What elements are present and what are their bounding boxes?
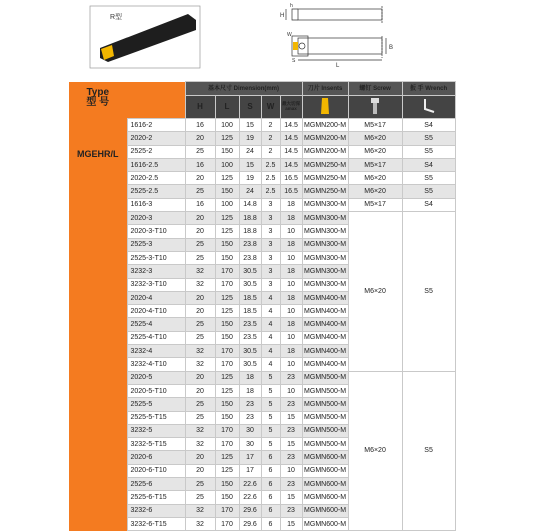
cell-h: 32 — [185, 517, 215, 530]
cell-h: 20 — [185, 132, 215, 145]
cell-w: 5 — [261, 411, 280, 424]
cell-w: 5 — [261, 424, 280, 437]
cell-w: 6 — [261, 451, 280, 464]
cell-insert: MGMN500-M — [302, 438, 348, 451]
cell-model: 3232-6 — [127, 504, 185, 517]
col-s-header: S — [239, 96, 261, 119]
cell-amax: 23 — [280, 478, 302, 491]
cell-w: 3 — [261, 278, 280, 291]
insert-header-cn: 刀片 — [307, 85, 320, 92]
cell-w: 4 — [261, 331, 280, 344]
cell-s: 24 — [239, 185, 261, 198]
cell-amax: 18 — [280, 212, 302, 225]
cell-w: 4 — [261, 345, 280, 358]
cell-model: 2020-3 — [127, 212, 185, 225]
cell-model: 1616-2 — [127, 119, 185, 132]
cell-amax: 23 — [280, 398, 302, 411]
cell-insert: MGMN200-M — [302, 119, 348, 132]
table-row — [69, 198, 504, 211]
cell-s: 15 — [239, 119, 261, 132]
wrench-header-en: Wrench — [425, 85, 448, 92]
cell-s: 18.5 — [239, 291, 261, 304]
cell-w: 3 — [261, 198, 280, 211]
cell-w: 2 — [261, 145, 280, 158]
r-type-label: R型 — [110, 14, 123, 21]
cell-wrench: S4 — [402, 119, 455, 132]
cell-w: 3 — [261, 212, 280, 225]
cell-model: 3232-3-T10 — [127, 278, 185, 291]
cell-model: 2525-5-T15 — [127, 411, 185, 424]
cell-l: 170 — [215, 278, 239, 291]
cell-amax: 10 — [280, 305, 302, 318]
table-row — [69, 185, 504, 198]
cell-insert: MGMN300-M — [302, 212, 348, 225]
cell-h: 25 — [185, 478, 215, 491]
cell-amax: 10 — [280, 251, 302, 264]
cell-amax: 23 — [280, 424, 302, 437]
insert-header-en: Insents — [321, 85, 343, 92]
cell-w: 6 — [261, 517, 280, 530]
cell-h: 32 — [185, 265, 215, 278]
cell-model: 2020-5 — [127, 371, 185, 384]
merged-wrench-cell-b: S5 — [402, 371, 455, 531]
cell-amax: 18 — [280, 198, 302, 211]
col-h-header: H — [185, 96, 215, 119]
cell-l: 170 — [215, 265, 239, 278]
cell-l: 150 — [215, 411, 239, 424]
cell-insert: MGMN250-M — [302, 185, 348, 198]
col-w-header: W — [261, 96, 280, 119]
cell-w: 6 — [261, 464, 280, 477]
cell-l: 150 — [215, 251, 239, 264]
cell-w: 3 — [261, 251, 280, 264]
cell-model: 2525-6 — [127, 478, 185, 491]
cell-insert: MGMN200-M — [302, 132, 348, 145]
merged-wrench-cell-a: S5 — [402, 212, 455, 372]
insert-drawing — [293, 42, 298, 50]
cell-screw: M6×20 — [348, 145, 402, 158]
cell-amax: 15 — [280, 517, 302, 530]
cell-insert: MGMN600-M — [302, 517, 348, 530]
cell-amax: 10 — [280, 464, 302, 477]
cell-l: 170 — [215, 517, 239, 530]
cell-model: 3232-5-T15 — [127, 438, 185, 451]
table-row — [69, 132, 504, 145]
cell-l: 125 — [215, 305, 239, 318]
cell-model: 2020-2.5 — [127, 172, 185, 185]
cell-h: 25 — [185, 145, 215, 158]
cell-h: 20 — [185, 305, 215, 318]
b-label: B — [389, 45, 394, 51]
cell-l: 100 — [215, 119, 239, 132]
cell-s: 23 — [239, 398, 261, 411]
spec-table-body — [69, 82, 504, 531]
cell-model: 3232-6-T15 — [127, 517, 185, 530]
cell-insert: MGMN300-M — [302, 251, 348, 264]
cell-model: 2525-2.5 — [127, 185, 185, 198]
cell-model: 2020-6-T10 — [127, 464, 185, 477]
cell-h: 25 — [185, 398, 215, 411]
merged-screw-cell-a: M6×20 — [348, 212, 402, 372]
cell-l: 125 — [215, 172, 239, 185]
cell-h: 25 — [185, 331, 215, 344]
insert-icon — [320, 97, 330, 115]
table-row — [69, 212, 504, 225]
cell-insert: MGMN300-M — [302, 278, 348, 291]
table-row — [69, 145, 504, 158]
cell-insert: MGMN400-M — [302, 305, 348, 318]
cell-l: 150 — [215, 318, 239, 331]
cell-model: 2525-3-T10 — [127, 251, 185, 264]
cell-s: 23.5 — [239, 318, 261, 331]
cell-l: 150 — [215, 478, 239, 491]
table-row — [69, 158, 504, 171]
cell-s: 30.5 — [239, 278, 261, 291]
cell-h: 32 — [185, 424, 215, 437]
cell-s: 23.5 — [239, 331, 261, 344]
cell-l: 170 — [215, 424, 239, 437]
cell-h: 25 — [185, 411, 215, 424]
cell-model: 2525-4-T10 — [127, 331, 185, 344]
cell-h: 20 — [185, 464, 215, 477]
cell-s: 18.8 — [239, 225, 261, 238]
cell-l: 150 — [215, 185, 239, 198]
cell-w: 6 — [261, 504, 280, 517]
cell-insert: MGMN500-M — [302, 398, 348, 411]
cell-s: 19 — [239, 172, 261, 185]
cell-w: 5 — [261, 384, 280, 397]
type-label: Type — [86, 86, 110, 98]
col-l-header: L — [215, 96, 239, 119]
cell-model: 2020-2 — [127, 132, 185, 145]
cell-s: 23 — [239, 411, 261, 424]
cell-model: 1616-2.5 — [127, 158, 185, 171]
col-amax-header: 最大切深 amax — [280, 96, 302, 119]
cell-insert: MGMN500-M — [302, 411, 348, 424]
cell-amax: 15 — [280, 438, 302, 451]
cell-h: 16 — [185, 198, 215, 211]
cell-w: 5 — [261, 371, 280, 384]
table-row — [69, 371, 504, 384]
cell-s: 22.6 — [239, 491, 261, 504]
cell-amax: 14.5 — [280, 119, 302, 132]
cell-amax: 10 — [280, 225, 302, 238]
cell-s: 30 — [239, 438, 261, 451]
cell-w: 2.5 — [261, 158, 280, 171]
cell-model: 2525-2 — [127, 145, 185, 158]
cell-h: 20 — [185, 371, 215, 384]
cell-l: 125 — [215, 212, 239, 225]
cell-insert: MGMN300-M — [302, 265, 348, 278]
cell-model: 2525-3 — [127, 238, 185, 251]
series-sidebar — [69, 82, 127, 531]
cell-insert: MGMN250-M — [302, 172, 348, 185]
wrench-header-cn: 扳 手 — [409, 85, 424, 92]
cell-l: 150 — [215, 398, 239, 411]
cell-s: 15 — [239, 158, 261, 171]
type-header-cell — [127, 82, 185, 119]
cell-screw: M5×17 — [348, 198, 402, 211]
cell-model: 2020-5-T10 — [127, 384, 185, 397]
cell-l: 150 — [215, 238, 239, 251]
cell-h: 25 — [185, 251, 215, 264]
cell-w: 4 — [261, 358, 280, 371]
cell-h: 25 — [185, 318, 215, 331]
series-code: MGEHR/L — [77, 148, 119, 159]
top-view-drawing — [292, 36, 386, 60]
cell-l: 100 — [215, 158, 239, 171]
cell-wrench: S5 — [402, 172, 455, 185]
cell-s: 22.6 — [239, 478, 261, 491]
cell-s: 18.5 — [239, 305, 261, 318]
h-label: H — [280, 13, 285, 19]
cell-s: 30.5 — [239, 358, 261, 371]
cell-w: 5 — [261, 398, 280, 411]
cell-amax: 10 — [280, 384, 302, 397]
cell-amax: 16.5 — [280, 185, 302, 198]
cell-amax: 16.5 — [280, 172, 302, 185]
cell-l: 150 — [215, 145, 239, 158]
cell-w: 4 — [261, 318, 280, 331]
cell-w: 2 — [261, 119, 280, 132]
cell-screw: M6×20 — [348, 185, 402, 198]
cell-screw: M6×20 — [348, 172, 402, 185]
cell-amax: 23 — [280, 451, 302, 464]
cell-model: 3232-3 — [127, 265, 185, 278]
cell-l: 125 — [215, 384, 239, 397]
cell-s: 24 — [239, 145, 261, 158]
cell-w: 6 — [261, 478, 280, 491]
cell-model: 3232-4 — [127, 345, 185, 358]
cell-insert: MGMN300-M — [302, 225, 348, 238]
cell-s: 14.8 — [239, 198, 261, 211]
cell-model: 2020-4-T10 — [127, 305, 185, 318]
s-label: S — [292, 58, 296, 64]
cell-l: 170 — [215, 358, 239, 371]
cell-wrench: S5 — [402, 185, 455, 198]
cell-screw: M6×20 — [348, 132, 402, 145]
wrench-icon — [422, 97, 436, 115]
cell-insert: MGMN600-M — [302, 464, 348, 477]
cell-h: 20 — [185, 172, 215, 185]
screw-icon-cell — [348, 96, 402, 119]
cell-model: 1616-3 — [127, 198, 185, 211]
cell-amax: 15 — [280, 411, 302, 424]
cell-s: 18 — [239, 371, 261, 384]
cell-insert: MGMN400-M — [302, 331, 348, 344]
w-label: W — [287, 32, 292, 38]
cell-l: 170 — [215, 345, 239, 358]
cell-h: 32 — [185, 278, 215, 291]
cell-h: 25 — [185, 491, 215, 504]
cell-amax: 18 — [280, 265, 302, 278]
cell-s: 30 — [239, 424, 261, 437]
cell-l: 170 — [215, 438, 239, 451]
cell-h: 20 — [185, 384, 215, 397]
cell-s: 30.5 — [239, 345, 261, 358]
cell-model: 2525-5 — [127, 398, 185, 411]
table-row — [69, 119, 504, 132]
cell-insert: MGMN600-M — [302, 491, 348, 504]
cell-screw: M5×17 — [348, 158, 402, 171]
cell-h: 32 — [185, 358, 215, 371]
cell-insert: MGMN600-M — [302, 504, 348, 517]
cell-l: 100 — [215, 198, 239, 211]
cell-model: 3232-4-T10 — [127, 358, 185, 371]
spec-table — [69, 81, 504, 531]
screw-header-cn: 螺钉 — [359, 85, 372, 92]
dimension-header: 基本尺寸 Dimension(mm) — [185, 82, 302, 96]
cell-h: 16 — [185, 119, 215, 132]
cell-insert: MGMN400-M — [302, 291, 348, 304]
cell-s: 23.8 — [239, 238, 261, 251]
cell-h: 20 — [185, 225, 215, 238]
cell-model: 2020-6 — [127, 451, 185, 464]
cell-s: 29.6 — [239, 504, 261, 517]
cell-h: 32 — [185, 345, 215, 358]
cell-amax: 10 — [280, 358, 302, 371]
cell-l: 150 — [215, 491, 239, 504]
cell-model: 2020-4 — [127, 291, 185, 304]
cell-model: 2525-4 — [127, 318, 185, 331]
cell-s: 29.6 — [239, 517, 261, 530]
cell-model: 2020-3-T10 — [127, 225, 185, 238]
cell-insert: MGMN600-M — [302, 451, 348, 464]
screw-header-en: Screw — [373, 85, 391, 92]
cell-l: 150 — [215, 331, 239, 344]
h1-label: h — [290, 3, 293, 9]
cell-amax: 18 — [280, 318, 302, 331]
cell-w: 2 — [261, 132, 280, 145]
wrench-icon-cell — [402, 96, 455, 119]
cell-w: 4 — [261, 291, 280, 304]
cell-insert: MGMN300-M — [302, 198, 348, 211]
cell-h: 16 — [185, 158, 215, 171]
cell-h: 20 — [185, 291, 215, 304]
cell-model: 2525-6-T15 — [127, 491, 185, 504]
cell-amax: 18 — [280, 291, 302, 304]
cell-amax: 18 — [280, 345, 302, 358]
insert-icon-cell — [302, 96, 348, 119]
cell-l: 125 — [215, 464, 239, 477]
cell-l: 125 — [215, 132, 239, 145]
cell-l: 125 — [215, 291, 239, 304]
tool-diagram — [0, 0, 560, 80]
cell-w: 3 — [261, 225, 280, 238]
cell-w: 3 — [261, 265, 280, 278]
cell-insert: MGMN300-M — [302, 238, 348, 251]
cell-amax: 10 — [280, 331, 302, 344]
cell-s: 19 — [239, 132, 261, 145]
type-label-cn: 型 号 — [86, 96, 110, 108]
l-label: L — [336, 63, 340, 69]
cell-insert: MGMN500-M — [302, 384, 348, 397]
cell-insert: MGMN400-M — [302, 345, 348, 358]
cell-l: 170 — [215, 504, 239, 517]
cell-amax: 23 — [280, 371, 302, 384]
cell-insert: MGMN600-M — [302, 478, 348, 491]
cell-wrench: S5 — [402, 132, 455, 145]
screw-icon — [369, 97, 381, 115]
screw-header — [348, 82, 402, 96]
cell-w: 4 — [261, 305, 280, 318]
cell-screw: M5×17 — [348, 119, 402, 132]
cell-amax: 15 — [280, 491, 302, 504]
cell-insert: MGMN500-M — [302, 371, 348, 384]
cell-insert: MGMN250-M — [302, 158, 348, 171]
side-view-drawing — [286, 6, 382, 23]
cell-s: 18 — [239, 384, 261, 397]
cell-l: 125 — [215, 225, 239, 238]
cell-h: 32 — [185, 504, 215, 517]
cell-insert: MGMN400-M — [302, 318, 348, 331]
cell-insert: MGMN500-M — [302, 424, 348, 437]
cell-wrench: S4 — [402, 158, 455, 171]
cell-amax: 23 — [280, 504, 302, 517]
cell-w: 2.5 — [261, 185, 280, 198]
cell-s: 23.8 — [239, 251, 261, 264]
cell-h: 20 — [185, 212, 215, 225]
cell-amax: 18 — [280, 238, 302, 251]
cell-wrench: S4 — [402, 198, 455, 211]
insert-header — [302, 82, 348, 96]
cell-s: 17 — [239, 464, 261, 477]
cell-w: 2.5 — [261, 172, 280, 185]
cell-w: 3 — [261, 238, 280, 251]
cell-insert: MGMN400-M — [302, 358, 348, 371]
cell-s: 17 — [239, 451, 261, 464]
cell-h: 25 — [185, 185, 215, 198]
cell-l: 125 — [215, 451, 239, 464]
table-row — [69, 172, 504, 185]
cell-wrench: S5 — [402, 145, 455, 158]
cell-h: 25 — [185, 238, 215, 251]
cell-amax: 10 — [280, 278, 302, 291]
cell-l: 125 — [215, 371, 239, 384]
cell-amax: 14.5 — [280, 132, 302, 145]
cell-insert: MGMN200-M — [302, 145, 348, 158]
cell-amax: 14.5 — [280, 158, 302, 171]
wrench-header — [402, 82, 455, 96]
cell-amax: 14.5 — [280, 145, 302, 158]
merged-screw-cell-b: M6×20 — [348, 371, 402, 531]
cell-s: 30.5 — [239, 265, 261, 278]
cell-model: 3232-5 — [127, 424, 185, 437]
cell-w: 5 — [261, 438, 280, 451]
cell-s: 18.8 — [239, 212, 261, 225]
cell-w: 6 — [261, 491, 280, 504]
cell-h: 20 — [185, 451, 215, 464]
cell-h: 32 — [185, 438, 215, 451]
